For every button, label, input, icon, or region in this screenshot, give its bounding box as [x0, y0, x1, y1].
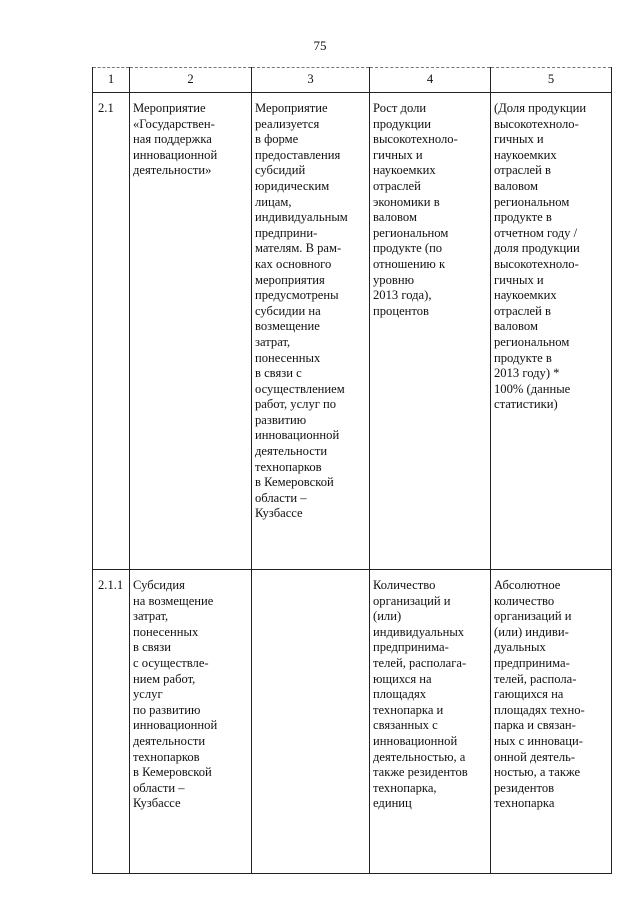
indicators-table	[92, 67, 612, 874]
header-col-1: 1	[93, 68, 130, 93]
table-header	[93, 68, 612, 93]
event-name-cell: Мероприятие «Государствен- ная поддержка инновационной деятельности»	[130, 93, 252, 570]
indicator-formula-cell: Абсолютное количество организаций и (или) индиви- дуальных предпринима- телей, распола- гающихся на площадях техно- парка и связан- ных с инноваци- онной деятель- ностью, а также резидентов технопарка	[491, 570, 612, 874]
table-row	[93, 570, 612, 874]
indicator-name-cell: Количество организаций и (или) индивидуальных предпринима- телей, располага- ющихся на площадях технопарка и связанных с инновационной деятельностью, а также резидентов технопарка, единиц	[370, 570, 491, 874]
page-number: 75	[313, 38, 327, 53]
indicator-formula-cell: (Доля продукции высокотехноло- гичных и наукоемких отраслей в валовом региональном продукте в отчетном году / доля продукции высокотехноло- гичных и наукоемких отраслей в валовом региональном продукте в 2013 году) * 100% (данные статистики)	[491, 93, 612, 570]
row-number: 2.1	[93, 93, 130, 570]
header-col-2: 2	[130, 68, 252, 93]
event-description-cell	[252, 570, 370, 874]
row-number: 2.1.1	[93, 570, 130, 874]
indicator-name-cell: Рост доли продукции высокотехноло- гичных и наукоемких отраслей экономики в валовом региональном продукте (по отношению к уровню 2013 года), процентов	[370, 93, 491, 570]
event-name-cell: Субсидия на возмещение затрат, понесенных в связи с осуществле- нием работ, услуг по развитию инновационной деятельности технопарков в Кемеровской области – Кузбассе	[130, 570, 252, 874]
event-description-cell: Мероприятие реализуется в форме предоставления субсидий юридическим лицам, индивидуальным предприни- мателям. В рам- ках основного мероприятия предусмотрены субсидии на возмещение затрат, понесенных в связи с осуществлением работ, услуг по развитию инновационной деятельности технопарков в Кемеровской области – Кузбассе	[252, 93, 370, 570]
header-col-4: 4	[370, 68, 491, 93]
table-row	[93, 93, 612, 570]
header-row	[93, 68, 612, 93]
header-col-5: 5	[491, 68, 612, 93]
header-col-3: 3	[252, 68, 370, 93]
